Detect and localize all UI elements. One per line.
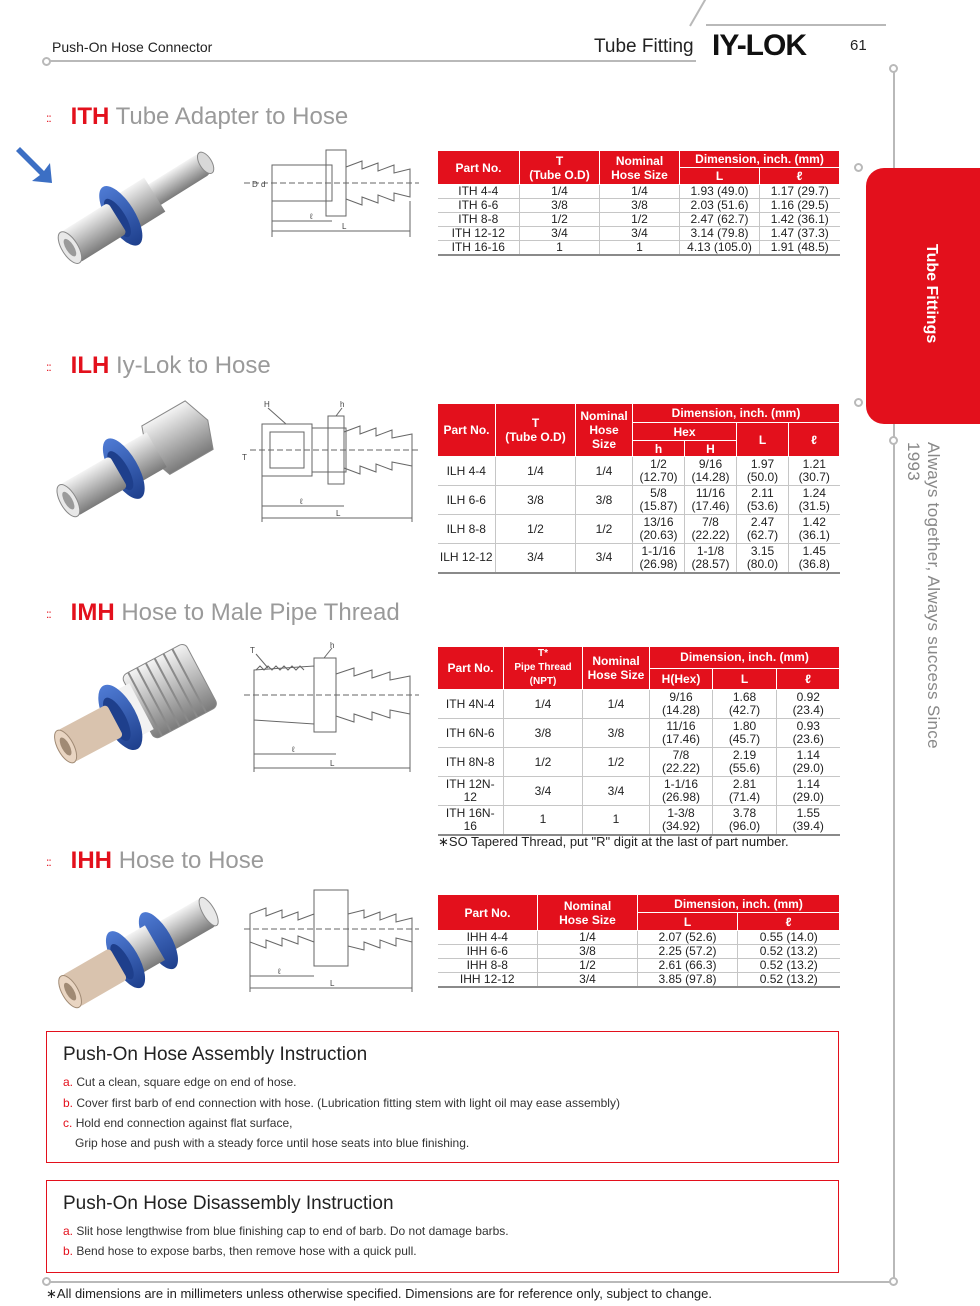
col-header-l: ℓ: [777, 668, 840, 690]
col-header-dimension: Dimension, inch. (mm): [650, 647, 840, 669]
dim-label-H: H: [264, 400, 270, 409]
frame-dot: [854, 398, 863, 407]
col-header-nominal: Nominal Hose Size: [538, 895, 638, 931]
frame-dot: [42, 1277, 51, 1286]
dim-label-l: ℓ: [278, 967, 281, 976]
dim-label-h: h: [330, 641, 335, 650]
table-row: IHH 6-6 3/8 2.25 (57.2) 0.52 (13.2): [438, 945, 840, 959]
dim-label-d: d: [261, 180, 266, 189]
table-row: ITH 4-4 1/4 1/4 1.93 (49.0) 1.17 (29.7): [438, 185, 840, 199]
bullet-icon: ::: [46, 606, 51, 621]
assembly-step-continuation: Grip hose and push with a steady force until hose seats into blue finishing.: [75, 1136, 470, 1150]
header-category: Tube Fitting: [594, 36, 694, 57]
imh-technical-drawing: [244, 640, 419, 775]
imh-product-image: [44, 642, 234, 782]
ihh-product-image: [44, 888, 234, 1018]
col-header-t: T* Pipe Thread (NPT): [504, 647, 583, 690]
col-header-l: ℓ: [760, 168, 840, 185]
ith-product-image: [48, 140, 233, 270]
section-code: ITH: [70, 103, 110, 130]
frame-dot: [889, 436, 898, 445]
table-row: ITH 4N-4 1/4 1/4 9/16 (14.28) 1.68 (42.7) 0.92 (23.4): [438, 690, 840, 719]
header-rule-slant: [689, 0, 711, 26]
frame-dot: [889, 64, 898, 73]
table-row: ITH 8N-8 1/2 1/2 7/8 (22.22) 2.19 (55.6) 1.14 (29.0): [438, 748, 840, 777]
table-row: IHH 4-4 1/4 2.07 (52.6) 0.55 (14.0): [438, 931, 840, 945]
ihh-spec-table: [437, 894, 840, 988]
ilh-product-image: [44, 396, 234, 526]
col-header-L: L: [638, 913, 738, 931]
table-row: IHH 12-12 3/4 3.85 (97.8) 0.52 (13.2): [438, 973, 840, 988]
section-title-imh: [46, 599, 400, 627]
table-row: ITH 16-16 1 1 4.13 (105.0) 1.91 (48.5): [438, 241, 840, 256]
side-slogan: Always together, Always success Since 1993: [904, 442, 943, 749]
thread-note: ∗SO Tapered Thread, put "R" digit at the last of part number.: [438, 834, 789, 849]
assembly-instruction-box: [46, 1031, 839, 1163]
col-header-t: T (Tube O.D): [496, 404, 576, 457]
section-title-ihh: [46, 847, 264, 875]
col-header-nominal: Nominal Hose Size: [576, 404, 633, 457]
dim-label-T: T: [250, 646, 255, 655]
footer-rule: [46, 1281, 894, 1283]
table-row: ITH 12N-12 3/4 3/4 1-1/16 (26.98) 2.81 (71.4) 1.14 (29.0): [438, 777, 840, 806]
dim-label-h: h: [340, 400, 345, 409]
ith-technical-drawing: [244, 145, 419, 250]
frame-dot: [889, 1277, 898, 1286]
col-header-h: h: [633, 441, 685, 457]
col-header-L: L: [680, 168, 760, 185]
assembly-title: Push-On Hose Assembly Instruction: [63, 1044, 368, 1065]
col-header-part: Part No.: [438, 895, 538, 931]
col-header-dimension: Dimension, inch. (mm): [680, 151, 840, 168]
col-header-l: ℓ: [738, 913, 840, 931]
table-row: ILH 4-4 1/4 1/4 1/2 (12.70) 9/16 (14.28) 1.97 (50.0) 1.21 (30.7): [438, 457, 840, 486]
section-code: IHH: [70, 847, 113, 874]
col-header-part: Part No.: [438, 647, 504, 690]
dim-label-L: L: [342, 222, 347, 231]
section-title-ilh: [46, 352, 271, 380]
col-header-dimension: Dimension, inch. (mm): [633, 404, 840, 423]
col-header-H: H: [685, 441, 737, 457]
table-row: ILH 8-8 1/2 1/2 13/16 (20.63) 7/8 (22.22) 2.47 (62.7) 1.42 (36.1): [438, 515, 840, 544]
disassembly-instruction-box: [46, 1180, 839, 1273]
dim-label-L: L: [330, 759, 335, 768]
section-code: IMH: [70, 599, 115, 626]
col-header-hhex: H(Hex): [650, 668, 713, 690]
col-header-nominal: Nominal Hose Size: [583, 647, 650, 690]
page-number: 61: [850, 37, 867, 54]
disassembly-step: b. Bend hose to expose barbs, then remove hose with a quick pull.: [63, 1244, 417, 1258]
dim-label-L: L: [336, 509, 341, 518]
disassembly-step: a. Slit hose lengthwise from blue finishing cap to end of barb. Do not damage barbs.: [63, 1224, 509, 1238]
ith-spec-table: [437, 150, 840, 256]
disassembly-title: Push-On Hose Disassembly Instruction: [63, 1193, 394, 1214]
section-title-text: Hose to Male Pipe Thread: [121, 599, 400, 626]
header-section-name: Push-On Hose Connector: [52, 39, 213, 55]
col-header-nominal: Nominal Hose Size: [600, 151, 680, 185]
col-header-l: ℓ: [789, 423, 840, 457]
dim-label-l: ℓ: [300, 497, 303, 506]
ilh-technical-drawing: [240, 398, 420, 526]
frame-dot: [854, 163, 863, 172]
dim-label-l: ℓ: [310, 212, 313, 221]
imh-spec-table: [437, 646, 840, 836]
table-row: IHH 8-8 1/2 2.61 (66.3) 0.52 (13.2): [438, 959, 840, 973]
table-row: ILH 12-12 3/4 3/4 1-1/16 (26.98) 1-1/8 (28.57) 3.15 (80.0) 1.45 (36.8): [438, 544, 840, 573]
table-row: ITH 16N-16 1 1 1-3/8 (34.92) 3.78 (96.0) 1.55 (39.4): [438, 806, 840, 835]
ilh-spec-table: [437, 403, 840, 574]
assembly-step: c. Hold end connection against flat surface,: [63, 1116, 293, 1130]
assembly-step: a. Cut a clean, square edge on end of hose.: [63, 1075, 297, 1089]
bullet-icon: ::: [46, 110, 51, 125]
frame-dot: [42, 57, 51, 66]
section-title-text: Hose to Hose: [118, 847, 265, 874]
section-code: ILH: [70, 352, 110, 379]
assembly-step: b. Cover first barb of end connection with hose. (Lubrication fitting stem with light oil may ease assembly): [63, 1096, 620, 1110]
table-row: ILH 6-6 3/8 3/8 5/8 (15.87) 11/16 (17.46) 2.11 (53.6) 1.24 (31.5): [438, 486, 840, 515]
table-row: ITH 6-6 3/8 3/8 2.03 (51.6) 1.16 (29.5): [438, 199, 840, 213]
col-header-hex: Hex: [633, 423, 737, 441]
dim-label-l: ℓ: [292, 745, 295, 754]
brand-logo: IY-LOK: [712, 29, 807, 62]
col-header-L: L: [737, 423, 789, 457]
table-row: ITH 8-8 1/2 1/2 2.47 (62.7) 1.42 (36.1): [438, 213, 840, 227]
header-rule: [46, 60, 696, 62]
ihh-technical-drawing: [244, 884, 419, 994]
table-row: ITH 6N-6 3/8 3/8 11/16 (17.46) 1.80 (45.7) 0.93 (23.6): [438, 719, 840, 748]
col-header-part: Part No.: [438, 404, 496, 457]
col-header-t: T (Tube O.D): [520, 151, 600, 185]
col-header-dimension: Dimension, inch. (mm): [638, 895, 840, 913]
col-header-L: L: [713, 668, 777, 690]
dim-label-D: D: [252, 180, 258, 189]
footer-note: ∗All dimensions are in millimeters unless otherwise specified. Dimensions are for reference only, subject to change.: [46, 1286, 713, 1301]
section-title-text: Tube Adapter to Hose: [115, 103, 349, 130]
bullet-icon: ::: [46, 359, 51, 374]
col-header-part: Part No.: [438, 151, 520, 185]
section-title-text: Iy-Lok to Hose: [116, 352, 271, 379]
bullet-icon: ::: [46, 854, 51, 869]
dim-label-T: T: [242, 453, 247, 462]
header-rule-upper: [706, 24, 886, 26]
section-title-ith: [46, 103, 348, 131]
table-row: ITH 12-12 3/4 3/4 3.14 (79.8) 1.47 (37.3): [438, 227, 840, 241]
side-tab-label: Tube Fittings: [923, 244, 940, 344]
dim-label-L: L: [330, 979, 335, 988]
